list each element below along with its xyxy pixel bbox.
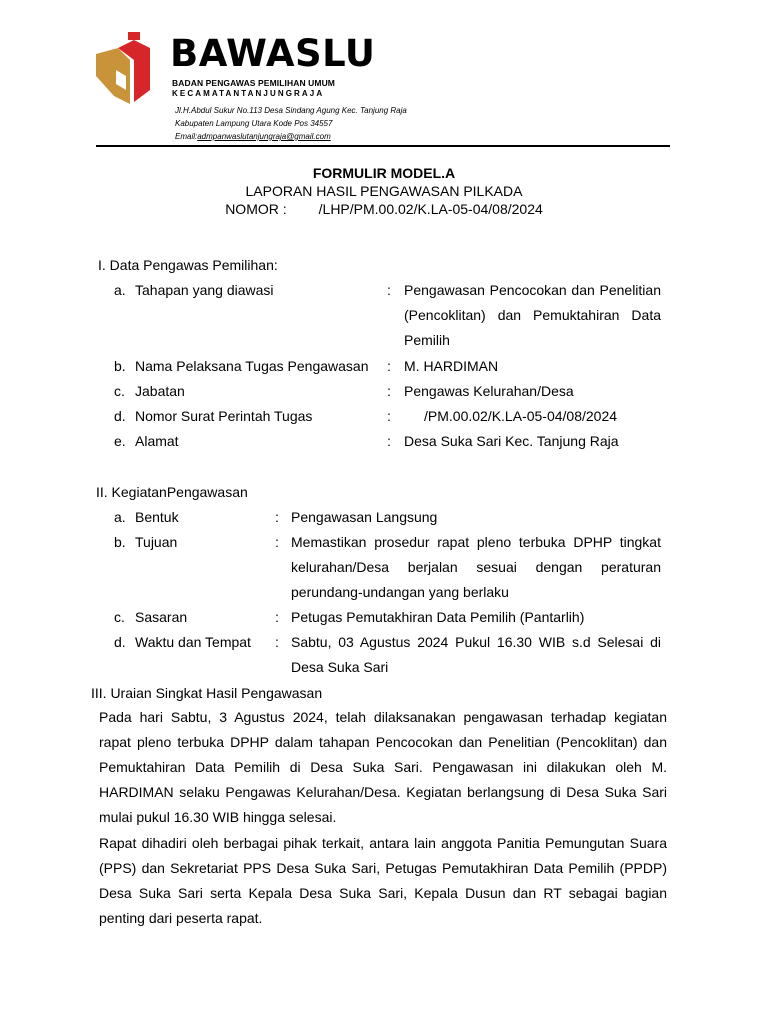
- report-number: [0, 201, 768, 217]
- paragraph-line: Desa Suka Sari serta Kepala Desa Suka Sari, Kepala Dusun dan RT sebagai bagian: [99, 885, 667, 901]
- item-value: Pengawas Kelurahan/Desa: [404, 383, 574, 399]
- item-marker: a.: [114, 509, 126, 525]
- item-marker: b.: [114, 358, 126, 374]
- value-line: Pemilih: [404, 332, 450, 348]
- value-line: perundang-undangan yang berlaku: [291, 584, 509, 600]
- report-title: LAPORAN HASIL PENGAWASAN PILKADA: [245, 183, 523, 199]
- item-marker: d.: [114, 408, 126, 424]
- org-subdistrict: KECAMATANTANJUNGRAJA: [172, 89, 325, 98]
- item-value: Desa Suka Sari Kec. Tanjung Raja: [404, 433, 619, 449]
- org-name: BADAN PENGAWAS PEMILIHAN UMUM: [172, 78, 335, 88]
- item-value: Petugas Pemutakhiran Data Pemilih (Pantarlih): [291, 609, 585, 625]
- item-label: Tahapan yang diawasi: [135, 282, 274, 298]
- paragraph-line: Pada hari Sabtu, 3 Agustus 2024, telah dilaksanakan pengawasan terhadap kegiatan: [99, 709, 667, 725]
- section-2-heading: II. KegiatanPengawasan: [96, 484, 248, 500]
- value-line: Sabtu, 03 Agustus 2024 Pukul 16.30 WIB s.d Selesai di: [291, 634, 661, 650]
- item-value: M. HARDIMAN: [404, 358, 499, 374]
- paragraph-line: HARDIMAN selaku Pengawas Kelurahan/Desa. Kegiatan berlangsung di Desa Suka Sari: [99, 784, 667, 800]
- item-value: [291, 530, 661, 605]
- item-label: Nomor Surat Perintah Tugas: [135, 408, 313, 424]
- item-label: Sasaran: [135, 609, 188, 625]
- item-value: [404, 278, 661, 353]
- item-label: Bentuk: [135, 509, 179, 525]
- item-colon: :: [387, 408, 391, 424]
- item-value: [291, 630, 661, 680]
- address-line-2: Kabupaten Lampung Utara Kode Pos 34557: [175, 119, 333, 128]
- item-marker: c.: [114, 609, 125, 625]
- item-value: /PM.00.02/K.LA-05-04/08/2024: [424, 408, 618, 424]
- item-marker: b.: [114, 534, 126, 550]
- number-value: /LHP/PM.00.02/K.LA-05-04/08/2024: [318, 201, 543, 217]
- item-colon: :: [387, 383, 391, 399]
- item-colon: :: [275, 509, 279, 525]
- item-label: Waktu dan Tempat: [135, 634, 251, 650]
- item-colon: :: [275, 609, 279, 625]
- brand-name: BAWASLU: [170, 32, 376, 75]
- paragraph-line: rapat pleno terbuka DPHP dalam tahapan Pencocokan dan Penelitian (Pencoklitan) dan: [99, 734, 667, 750]
- address-line-1: Jl.H.Abdul Sukur No.113 Desa Sindang Agung Kec. Tanjung Raja: [175, 106, 407, 115]
- section-3-heading: III. Uraian Singkat Hasil Pengawasan: [91, 685, 323, 701]
- value-line: Desa Suka Sari: [291, 659, 389, 675]
- item-label: Jabatan: [135, 383, 185, 399]
- value-line: Pengawasan Pencocokan dan Penelitian: [404, 282, 661, 298]
- paragraph-line: Pemuktahiran Data Pemilih di Desa Suka Sari. Pengawasan ini dilakukan oleh M.: [99, 759, 667, 775]
- item-colon: :: [387, 433, 391, 449]
- narrative-paragraph-2: [99, 831, 667, 931]
- item-marker: c.: [114, 383, 125, 399]
- item-colon: :: [275, 534, 279, 550]
- item-marker: e.: [114, 433, 126, 449]
- item-label: Nama Pelaksana Tugas Pengawasan: [135, 358, 369, 374]
- item-marker: d.: [114, 634, 126, 650]
- paragraph-line: mulai pukul 16.30 WIB hingga selesai.: [99, 809, 337, 825]
- value-line: Memastikan prosedur rapat pleno terbuka DPHP tingkat: [291, 534, 661, 550]
- header-divider: [96, 145, 670, 147]
- email-line: [175, 132, 331, 141]
- item-colon: :: [275, 634, 279, 650]
- bawaslu-logo: [94, 30, 162, 110]
- item-value: Pengawasan Langsung: [291, 509, 438, 525]
- paragraph-line: Rapat dihadiri oleh berbagai pihak terkait, antara lain anggota Panitia Pemungutan Suara: [99, 835, 667, 851]
- item-label: Tujuan: [135, 534, 178, 550]
- item-colon: :: [387, 358, 391, 374]
- item-colon: :: [387, 282, 391, 298]
- form-title: FORMULIR MODEL.A: [312, 165, 456, 181]
- paragraph-line: penting dari peserta rapat.: [99, 910, 263, 926]
- value-line: (Pencoklitan) dan Pemuktahiran Data: [404, 307, 661, 323]
- item-label: Alamat: [135, 433, 179, 449]
- email-label: Email:: [175, 132, 198, 141]
- value-line: kelurahan/Desa berjalan sesuai dengan peraturan: [291, 559, 661, 575]
- number-label: NOMOR :: [225, 201, 287, 217]
- section-1-heading: I. Data Pengawas Pemilihan:: [98, 257, 278, 273]
- item-marker: a.: [114, 282, 126, 298]
- narrative-paragraph-1: [99, 705, 667, 830]
- email-link[interactable]: admpanwaslutanjungraja@gmail.com: [197, 132, 331, 141]
- paragraph-line: (PPS) dan Sekretariat PPS Desa Suka Sari, Petugas Pemutakhiran Data Pemilih (PPDP): [99, 860, 667, 876]
